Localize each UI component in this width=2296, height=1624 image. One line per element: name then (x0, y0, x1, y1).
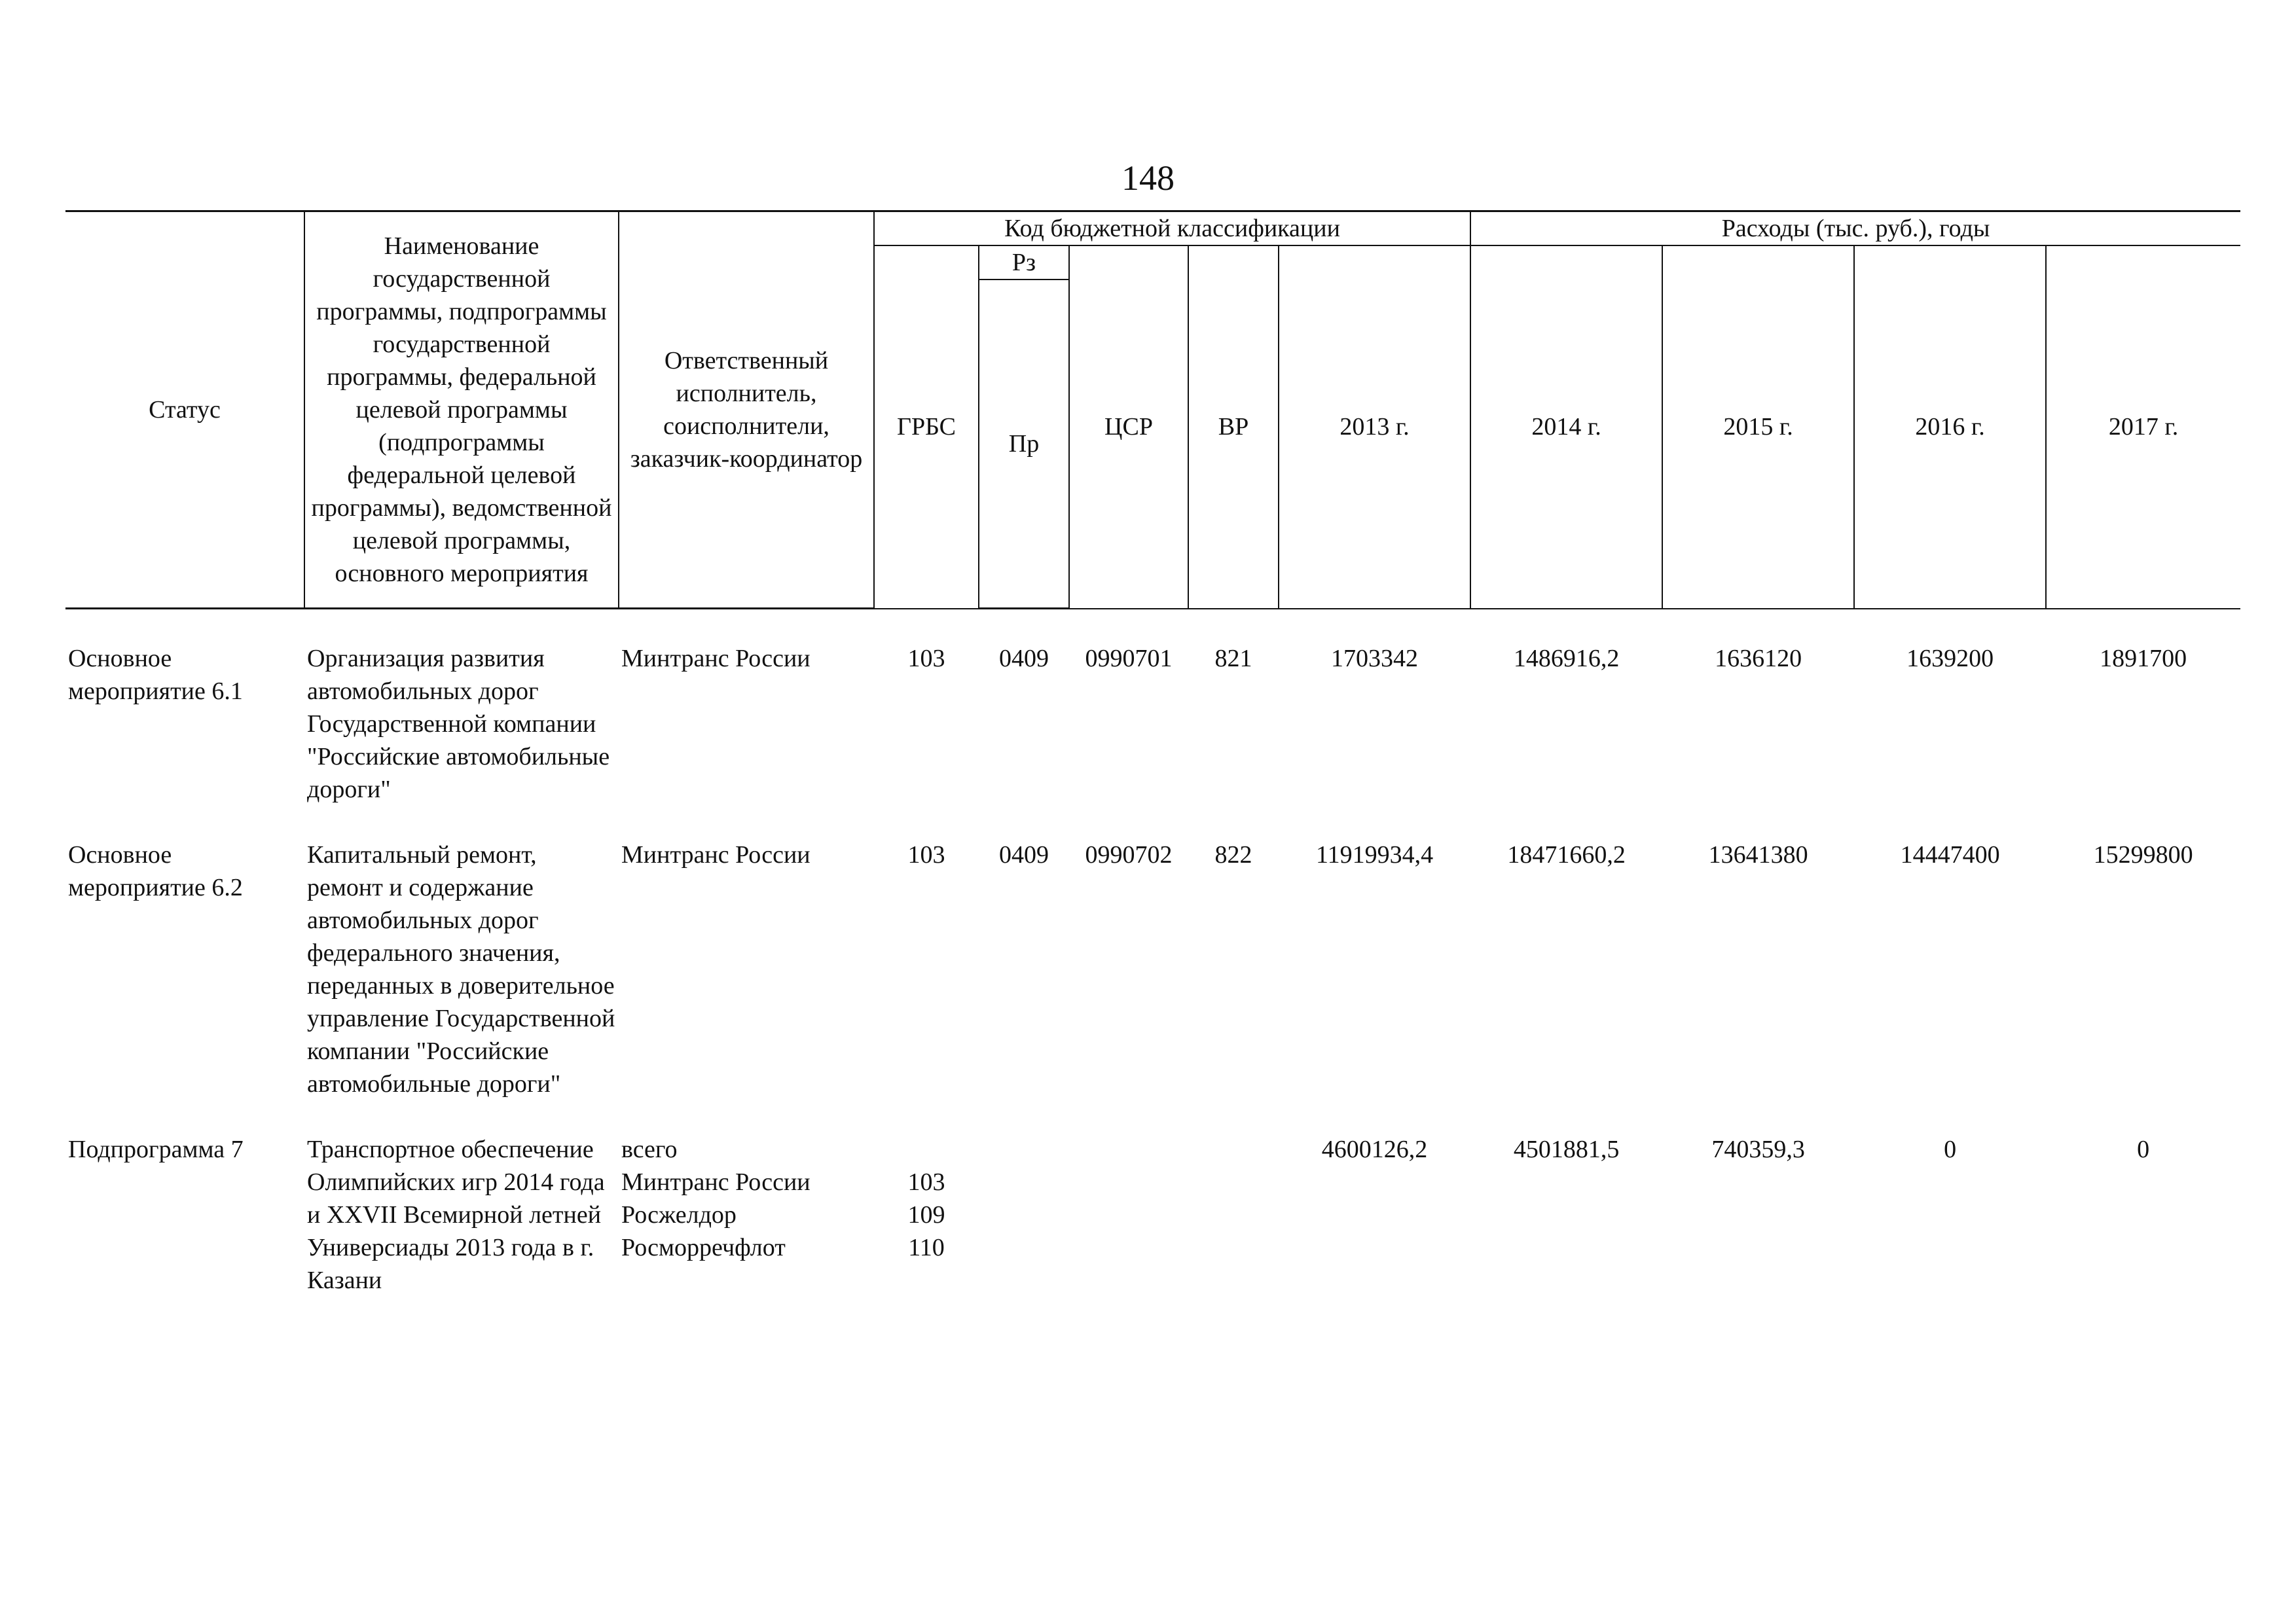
table-header (65, 211, 2240, 609)
row-value-2015: 740359,3 (1711, 1136, 1805, 1163)
row-name: Капитальный ремонт, ремонт и содержание автомобильных дорог федерального значения, переданных в доверительное управление Государственной компании "Российские автомобильные дороги" (307, 841, 615, 1098)
header-year-2014: 2014 г. (1470, 245, 1662, 609)
row-grbs: 103 (907, 841, 945, 869)
table-body (65, 609, 2240, 1297)
row-value-2017: 1891700 (2100, 645, 2187, 672)
header-csr: ЦСР (1069, 245, 1188, 609)
row-value-2013: 1703342 (1331, 645, 1419, 672)
row-name: Организация развития автомобильных дорог Государственной компании "Российские автомобильные дороги" (307, 645, 610, 803)
header-name: Наименование государственной программы, подпрограммы государственной программы, федеральной целевой программы (подпрограммы федеральной целевой программы), ведомственной целевой программы, основного мероприятия (304, 211, 619, 609)
row-executor: Росжелдор (621, 1201, 737, 1229)
row-value-2016: 1639200 (1906, 645, 1994, 672)
row-value-2016: 0 (1944, 1136, 1957, 1163)
row-status: Основное мероприятие 6.1 (68, 645, 243, 705)
row-vr: 821 (1214, 645, 1252, 672)
header-year-2016: 2016 г. (1854, 245, 2046, 609)
header-rz: Рз (979, 245, 1069, 280)
row-rz: 0409 (999, 841, 1049, 869)
row-rz-pr (979, 1133, 1069, 1297)
row-value-2014: 4501881,5 (1513, 1136, 1620, 1163)
row-executor: Минтранс России (621, 645, 811, 672)
row-grbs: 110 (908, 1234, 945, 1261)
row-value-2013: 4600126,2 (1321, 1136, 1428, 1163)
header-pr: Пр (979, 280, 1069, 609)
table-row (65, 839, 2240, 1100)
header-vr: ВР (1188, 245, 1279, 609)
row-grbs-list (874, 1133, 979, 1297)
row-executor: всего (621, 1136, 678, 1163)
header-year-2015: 2015 г. (1662, 245, 1854, 609)
row-rz-pr (979, 642, 1069, 806)
row-value-2017: 0 (2137, 1136, 2150, 1163)
row-grbs: 109 (907, 1201, 945, 1229)
row-executor: Минтранс России (621, 841, 811, 869)
row-executor: Минтранс России (621, 1168, 811, 1196)
header-year-2017: 2017 г. (2046, 245, 2240, 609)
table-row (65, 1133, 2240, 1297)
row-executor: Росморречфлот (621, 1234, 786, 1261)
page-number: 148 (1121, 158, 1175, 198)
header-year-2013: 2013 г. (1279, 245, 1470, 609)
row-csr: 0990702 (1085, 841, 1173, 869)
row-csr: 0990701 (1085, 645, 1173, 672)
row-grbs (877, 1133, 976, 1166)
row-status: Подпрограмма 7 (68, 1136, 244, 1163)
row-value-2015: 1636120 (1715, 645, 1802, 672)
row-executors (619, 1133, 874, 1297)
row-value-2013: 11919934,4 (1315, 841, 1434, 869)
row-status: Основное мероприятие 6.2 (68, 841, 243, 901)
row-value-2014: 18471660,2 (1507, 841, 1626, 869)
header-status: Статус (65, 211, 304, 609)
table-row (65, 642, 2240, 806)
row-vr: 822 (1214, 841, 1252, 869)
row-value-2014: 1486916,2 (1513, 645, 1620, 672)
header-executor: Ответственный исполнитель, соисполнители, заказчик-координатор (619, 211, 874, 609)
row-rz-pr (979, 839, 1069, 1100)
header-grbs: ГРБС (874, 245, 979, 609)
row-grbs: 103 (907, 1168, 945, 1196)
budget-table (65, 210, 2240, 1297)
row-name: Транспортное обеспечение Олимпийских игр 2014 года и XXVII Всемирной летней Универсиады 2013 года в г. Казани (307, 1136, 605, 1294)
row-value-2016: 14447400 (1900, 841, 2000, 869)
header-budget-code: Код бюджетной классификации (874, 211, 1470, 246)
row-vr (1188, 1133, 1279, 1297)
row-grbs: 103 (907, 645, 945, 672)
row-rz: 0409 (999, 645, 1049, 672)
row-value-2017: 15299800 (2093, 841, 2193, 869)
row-csr (1069, 1133, 1188, 1297)
row-value-2015: 13641380 (1708, 841, 1808, 869)
header-expenses: Расходы (тыс. руб.), годы (1470, 211, 2240, 246)
